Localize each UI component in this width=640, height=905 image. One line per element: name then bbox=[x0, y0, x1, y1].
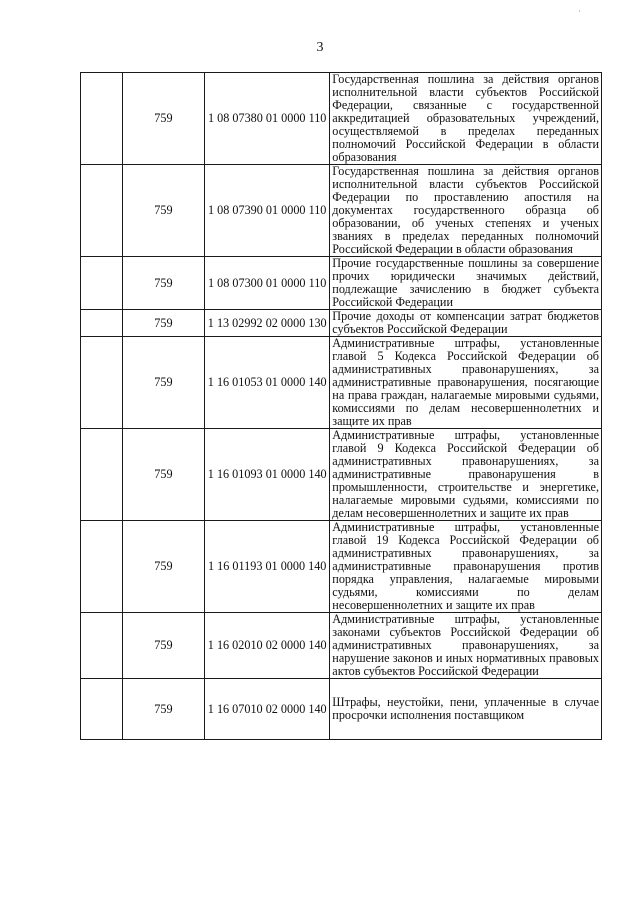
description-cell: Административные штрафы, установленные главой 19 Кодекса Российской Федерации об административных правонарушениях, за административные правонарушения против порядка управления, налагаемые мировыми судьями, комиссиями по делам несовершеннолетних и защите их прав bbox=[330, 521, 602, 613]
description-cell: Государственная пошлина за действия органов исполнительной власти субъектов Российской Федерации, связанные с государственной аккредитацией образовательных учреждений, осуществляемой в пределах переданных полномочий Российской Федерации в области образования bbox=[330, 73, 602, 165]
admin-code-cell: 759 bbox=[122, 257, 204, 310]
page-number: 3 bbox=[316, 40, 324, 55]
admin-code-cell: 759 bbox=[122, 679, 204, 740]
admin-code-cell: 759 bbox=[122, 337, 204, 429]
empty-cell bbox=[81, 257, 123, 310]
empty-cell bbox=[81, 165, 123, 257]
description-cell: Административные штрафы, установленные законами субъектов Российской Федерации об административных правонарушениях, за нарушение законов и иных нормативных правовых актов субъектов Российской Федерации bbox=[330, 613, 602, 679]
budget-codes-table bbox=[80, 72, 602, 740]
admin-code-cell: 759 bbox=[122, 165, 204, 257]
budget-code-cell: 1 16 01193 01 0000 140 bbox=[205, 521, 330, 613]
budget-code-cell: 1 13 02992 02 0000 130 bbox=[205, 310, 330, 337]
budget-code-cell: 1 16 01093 01 0000 140 bbox=[205, 429, 330, 521]
table-row bbox=[81, 310, 602, 337]
table-row bbox=[81, 73, 602, 165]
admin-code-cell: 759 bbox=[122, 429, 204, 521]
empty-cell bbox=[81, 613, 123, 679]
table-row bbox=[81, 521, 602, 613]
admin-code-cell: 759 bbox=[122, 73, 204, 165]
budget-code-cell: 1 16 01053 01 0000 140 bbox=[205, 337, 330, 429]
budget-code-cell: 1 16 07010 02 0000 140 bbox=[205, 679, 330, 740]
corner-mark: · bbox=[578, 6, 581, 16]
table-row bbox=[81, 679, 602, 740]
empty-cell bbox=[81, 679, 123, 740]
empty-cell bbox=[81, 73, 123, 165]
description-cell: Административные штрафы, установленные главой 5 Кодекса Российской Федерации об административных правонарушениях, за административные правонарушения, посягающие на права граждан, налагаемые мировыми судьями, комиссиями по делам несовершеннолетних и защите их прав bbox=[330, 337, 602, 429]
table-row bbox=[81, 165, 602, 257]
admin-code-cell: 759 bbox=[122, 613, 204, 679]
table-row bbox=[81, 337, 602, 429]
description-cell: Штрафы, неустойки, пени, уплаченные в случае просрочки исполнения поставщиком bbox=[330, 679, 602, 740]
admin-code-cell: 759 bbox=[122, 521, 204, 613]
admin-code-cell: 759 bbox=[122, 310, 204, 337]
description-cell: Прочие доходы от компенсации затрат бюджетов субъектов Российской Федерации bbox=[330, 310, 602, 337]
table-row bbox=[81, 429, 602, 521]
description-cell: Государственная пошлина за действия органов исполнительной власти субъектов Российской Федерации по проставлению апостиля на документах государственного образца об образовании, об ученых степенях и ученых званиях в пределах переданных полномочий Российской Федерации в области образования bbox=[330, 165, 602, 257]
table-row bbox=[81, 613, 602, 679]
budget-code-cell: 1 16 02010 02 0000 140 bbox=[205, 613, 330, 679]
budget-code-cell: 1 08 07390 01 0000 110 bbox=[205, 165, 330, 257]
empty-cell bbox=[81, 521, 123, 613]
description-cell: Административные штрафы, установленные главой 9 Кодекса Российской Федерации об административных правонарушениях, за административные правонарушения в промышленности, строительстве и энергетике, налагаемые мировыми судьями, комиссиями по делам несовершеннолетних и защите их прав bbox=[330, 429, 602, 521]
description-cell: Прочие государственные пошлины за совершение прочих юридически значимых действий, подлежащие зачислению в бюджет субъекта Российской Федерации bbox=[330, 257, 602, 310]
budget-code-cell: 1 08 07300 01 0000 110 bbox=[205, 257, 330, 310]
empty-cell bbox=[81, 310, 123, 337]
table-row bbox=[81, 257, 602, 310]
empty-cell bbox=[81, 429, 123, 521]
empty-cell bbox=[81, 337, 123, 429]
budget-code-cell: 1 08 07380 01 0000 110 bbox=[205, 73, 330, 165]
